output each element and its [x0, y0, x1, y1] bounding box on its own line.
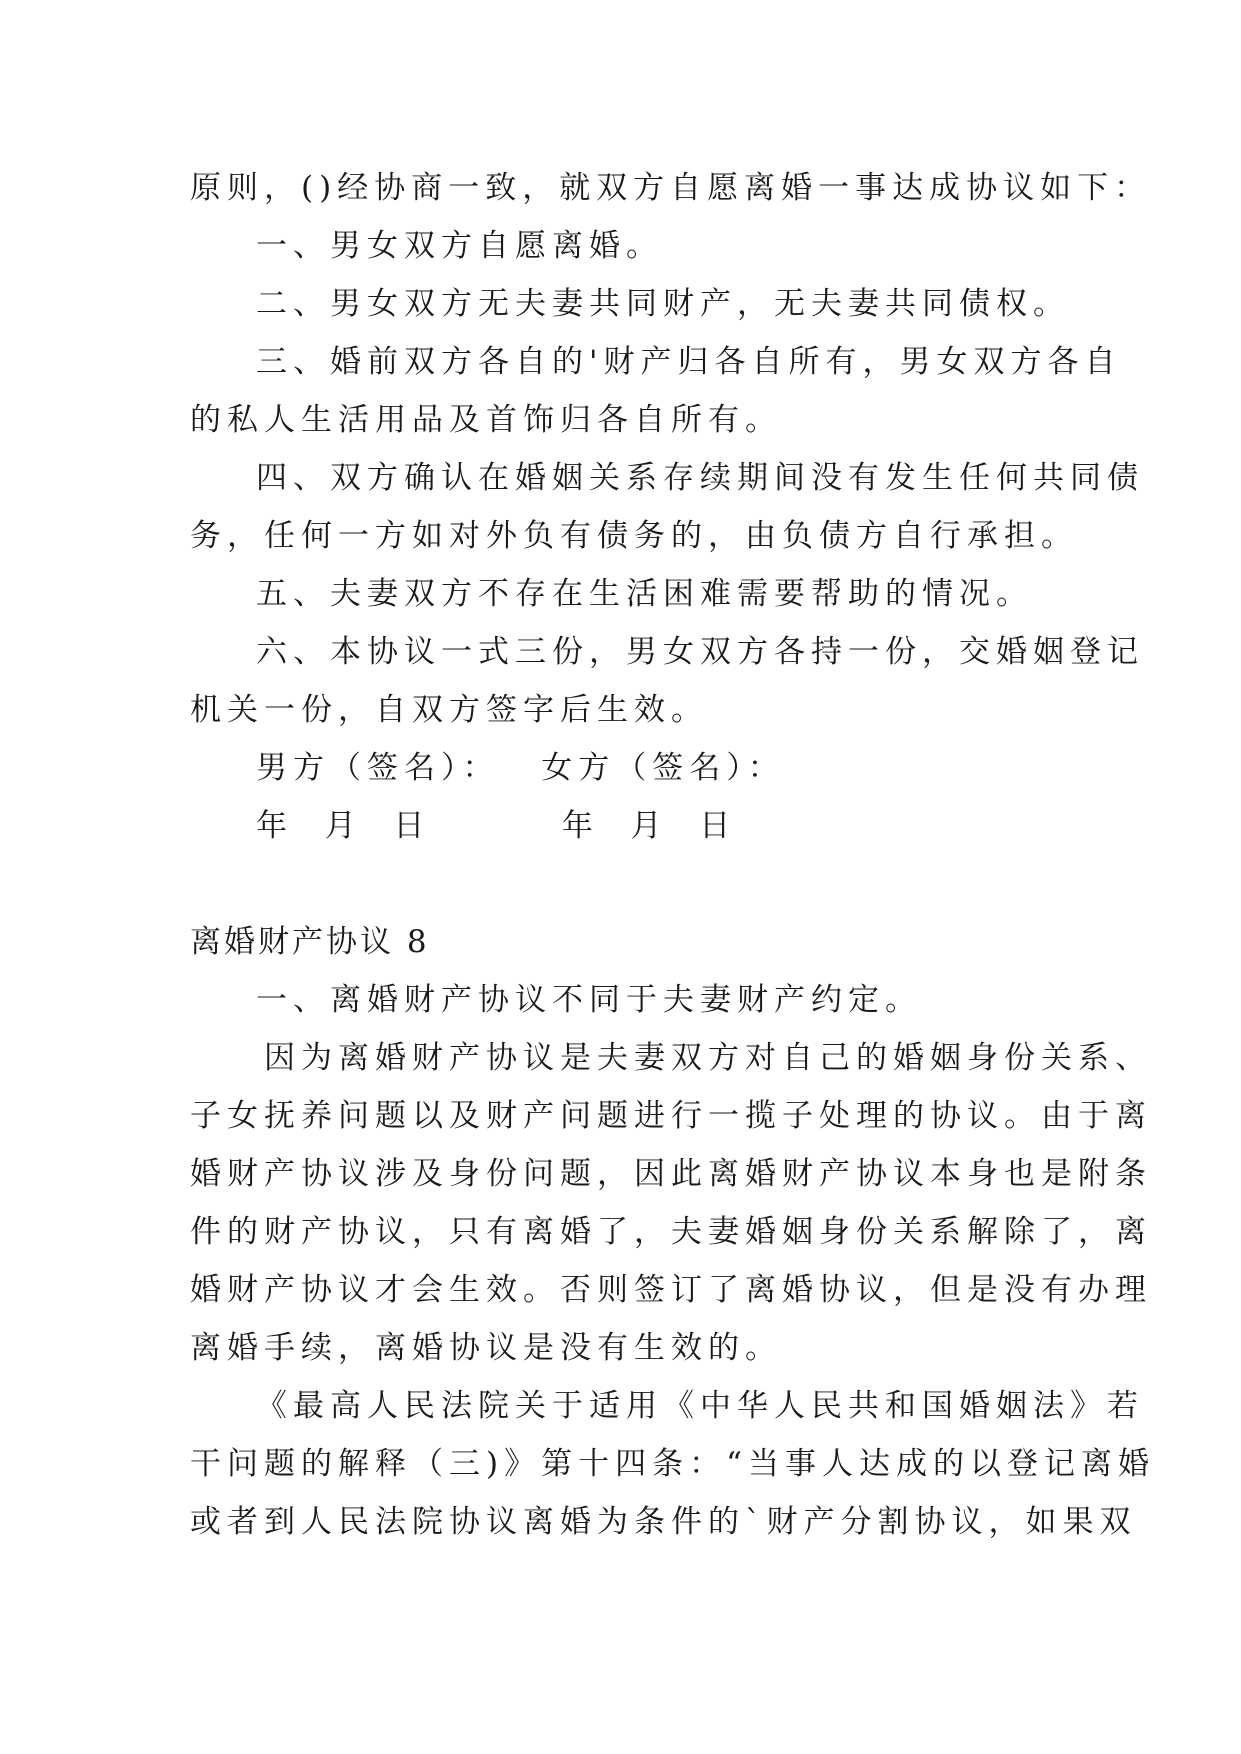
male-date: 年 月 日 [256, 808, 431, 844]
clause-3: 三、婚前双方各自的'财产归各自所有，男女双方各自 [256, 344, 1122, 380]
section-point-1: 一、离婚财产协议不同于夫妻财产约定。 [256, 982, 922, 1018]
clause-5: 五、夫妻双方不存在生活困难需要帮助的情况。 [256, 576, 1033, 612]
paragraph-line: 离婚手续，离婚协议是没有生效的。 [190, 1330, 782, 1366]
paragraph-line: 原则，()经协商一致，就双方自愿离婚一事达成协议如下： [190, 170, 1152, 206]
female-signature-label: 女方（签名）： [541, 750, 785, 786]
date-row [256, 806, 1136, 846]
paragraph-line: 因为离婚财产协议是夫妻双方对自己的婚姻身份关系、 [264, 1040, 1152, 1076]
clause-6-continued: 机关一份，自双方签字后生效。 [190, 692, 708, 728]
clause-4: 四、双方确认在婚姻关系存续期间没有发生任何共同债 [256, 460, 1144, 496]
citation-line: 《最高人民法院关于适用《中华人民共和国婚姻法》若 [256, 1388, 1144, 1424]
female-date: 年 月 日 [561, 808, 737, 844]
paragraph-line: 婚财产协议才会生效。否则签订了离婚协议，但是没有办理 [190, 1272, 1152, 1308]
paragraph-line: 件的财产协议，只有离婚了，夫妻婚姻身份关系解除了，离 [190, 1214, 1152, 1250]
male-signature-label: 男方（签名）： [256, 750, 500, 786]
clause-2: 二、男女双方无夫妻共同财产，无夫妻共同债权。 [256, 286, 1070, 322]
clause-3-continued: 的私人生活用品及首饰归各自所有。 [190, 402, 782, 438]
paragraph-line: 婚财产协议涉及身份问题，因此离婚财产协议本身也是附条 [190, 1156, 1152, 1192]
citation-line: 干问题的解释（三)》第十四条：“当事人达成的以登记离婚 [190, 1446, 1155, 1482]
clause-4-continued: 务，任何一方如对外负有债务的，由负债方自行承担。 [190, 518, 1078, 554]
signature-row [256, 748, 1136, 788]
citation-line: 或者到人民法院协议离婚为条件的`财产分割协议，如果双 [190, 1504, 1137, 1540]
paragraph-line: 子女抚养问题以及财产问题进行一揽子处理的协议。由于离 [190, 1098, 1152, 1134]
clause-6: 六、本协议一式三份，男女双方各持一份，交婚姻登记 [256, 634, 1144, 670]
clause-1: 一、男女双方自愿离婚。 [256, 228, 663, 264]
section-title: 离婚财产协议 8 [190, 924, 430, 960]
